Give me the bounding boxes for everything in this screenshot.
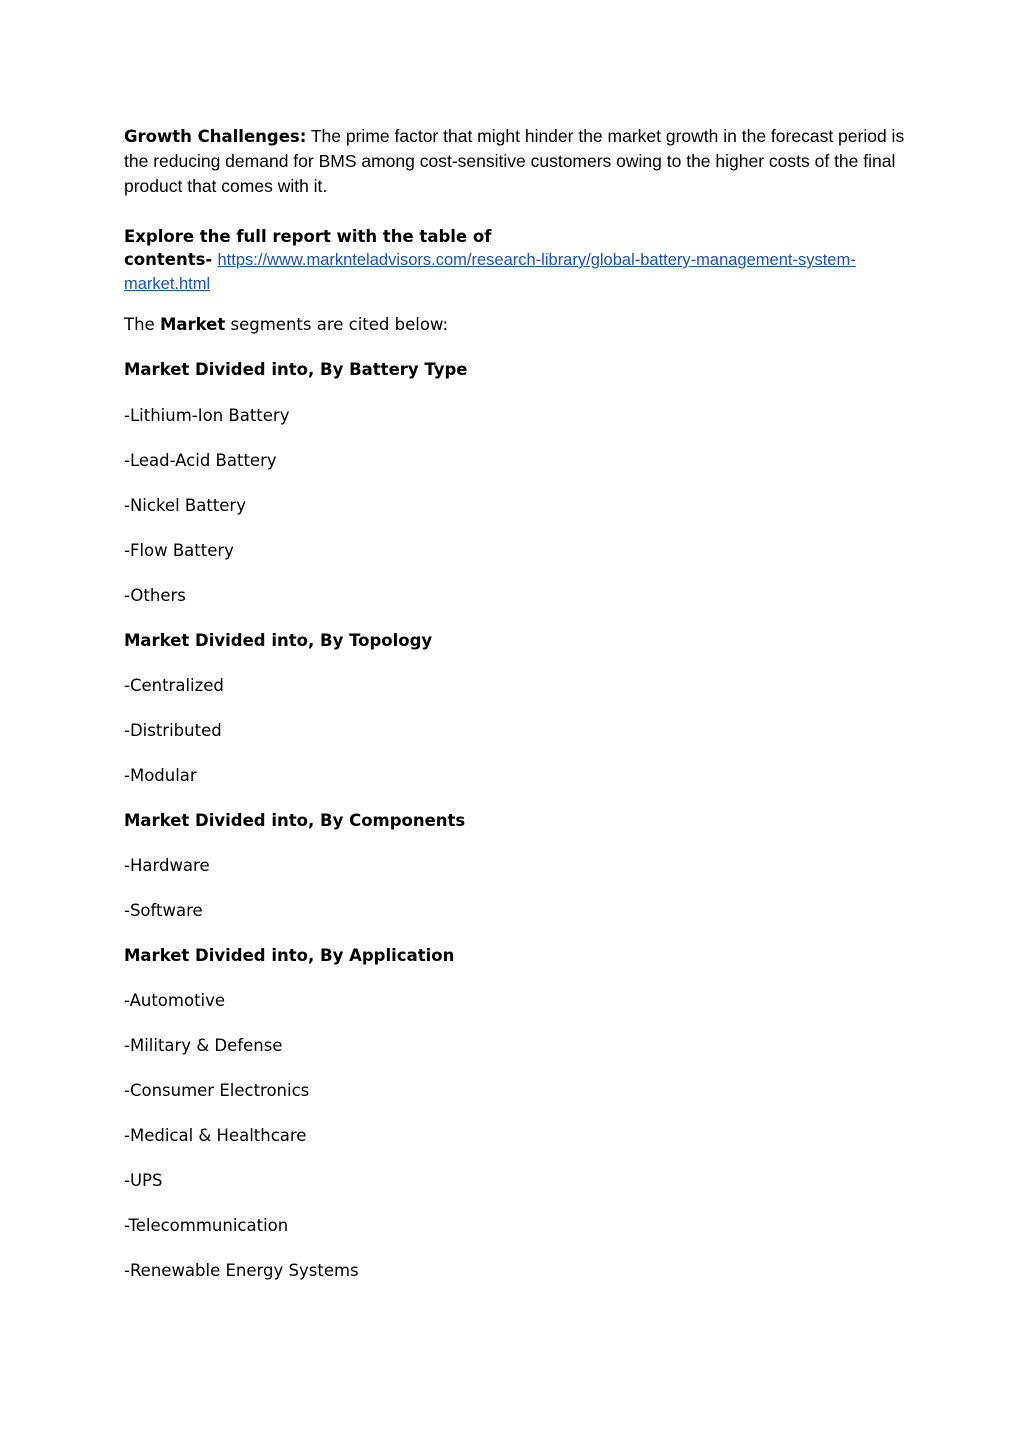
list-item: -Modular <box>124 766 197 785</box>
list-item: -Telecommunication <box>124 1216 289 1235</box>
list-item: -Distributed <box>124 721 222 740</box>
list-item: -Lead-Acid Battery <box>124 451 277 470</box>
report-link[interactable]: https://www.marknteladvisors.com/research-library/global-battery-management-system-market.html <box>124 251 856 293</box>
heading-battery-type: Market Divided into, By Battery Type <box>124 360 468 379</box>
list-item: -Renewable Energy Systems <box>124 1261 359 1280</box>
intro-suffix: segments are cited below: <box>225 315 449 334</box>
list-item: -UPS <box>124 1171 163 1190</box>
document-page <box>124 124 914 1280</box>
growth-challenges-text: The prime factor that might hinder the market growth in the forecast period is the reducing demand for BMS among cost-sensitive customers owing to the higher costs of the final product that comes with it. <box>124 126 905 196</box>
explore-report-block <box>124 226 914 296</box>
growth-challenges-paragraph <box>124 124 914 199</box>
list-item: -Software <box>124 901 203 920</box>
list-item: -Nickel Battery <box>124 496 246 515</box>
intro-bold: Market <box>159 315 226 334</box>
intro-prefix: The <box>124 315 160 334</box>
list-item: -Lithium-Ion Battery <box>124 406 290 425</box>
list-item: -Consumer Electronics <box>124 1081 310 1100</box>
list-item: -Medical & Healthcare <box>124 1126 307 1145</box>
explore-label-line2: contents- <box>124 250 213 269</box>
heading-application: Market Divided into, By Application <box>124 946 455 965</box>
list-item: -Military & Defense <box>124 1036 283 1055</box>
explore-label-line2-wrap <box>124 248 914 296</box>
list-item: -Flow Battery <box>124 541 234 560</box>
segments-intro <box>124 314 448 336</box>
growth-challenges-label: Growth Challenges: <box>124 127 307 146</box>
list-item: -Centralized <box>124 676 224 695</box>
heading-components: Market Divided into, By Components <box>124 811 466 830</box>
heading-topology: Market Divided into, By Topology <box>124 631 433 650</box>
list-item: -Others <box>124 586 186 605</box>
list-item: -Automotive <box>124 991 226 1010</box>
explore-label-line1: Explore the full report with the table of <box>124 227 492 246</box>
list-item: -Hardware <box>124 856 210 875</box>
